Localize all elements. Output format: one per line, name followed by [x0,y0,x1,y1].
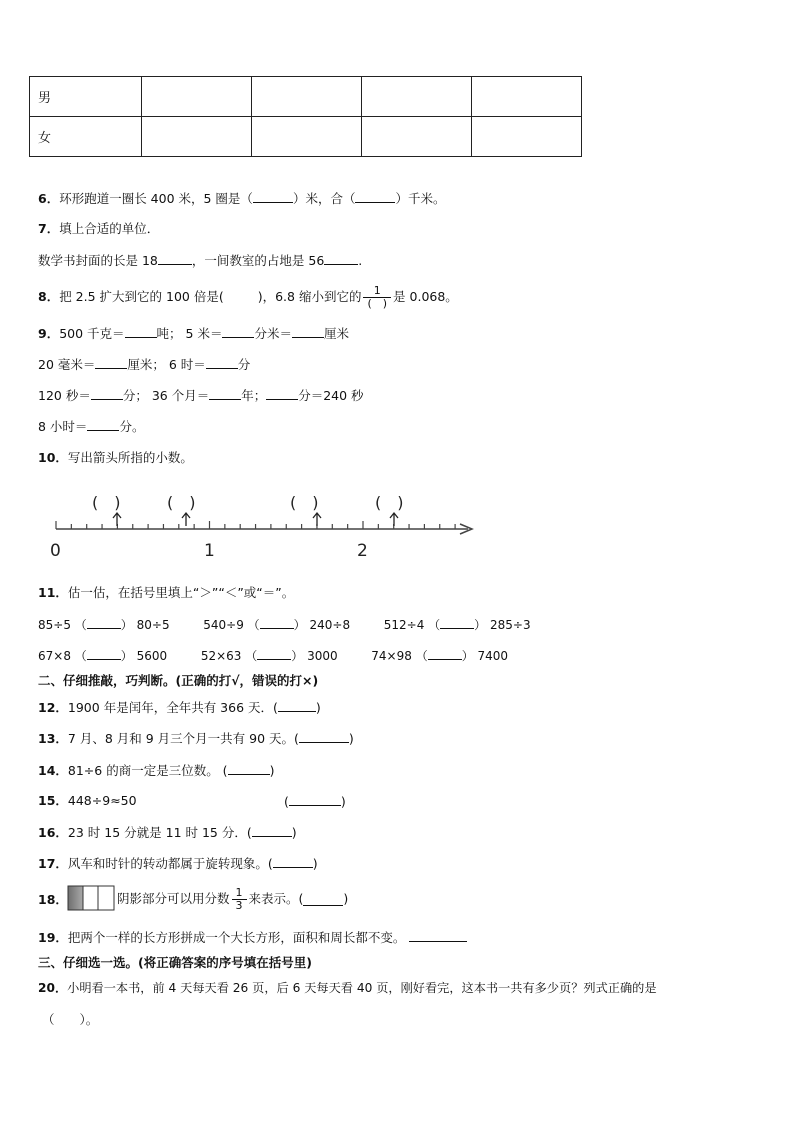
question-text: )，6.8 缩小到它的 [257,289,362,304]
expression: 7400 [477,649,509,663]
expression: 5600 [136,649,168,663]
question-text: 分； 36 个月＝ [122,388,210,403]
question-text: ) [340,794,346,809]
answer-paren[interactable]: ( ) [167,493,196,512]
answer-blank[interactable] [428,647,462,660]
up-arrow-icon [390,513,398,526]
answer-blank[interactable] [355,190,395,203]
question-7-line-2 [38,252,362,269]
question-text: ) [291,825,297,840]
answer-blank[interactable] [87,616,121,629]
answer-paren[interactable]: ( ) [375,493,404,512]
question-text: 1900 年是闰年，全年共有 366 天．( [67,700,278,715]
question-text: 吨； 5 米＝ [156,326,223,341]
question-text: ）千米。 [395,191,446,206]
table-cell [252,117,362,157]
answer-blank[interactable] [303,893,343,906]
question-9 [38,325,349,342]
answer-blank[interactable] [289,793,341,806]
answer-blank[interactable] [299,730,349,743]
answer-paren[interactable]: （ ）。 [42,1012,99,1027]
question-number: 8． [38,289,60,304]
question-9-line-2 [38,356,250,373]
table-row [30,77,582,117]
question-number: 13． [38,731,68,746]
answer-blank[interactable] [440,616,474,629]
expression: 85÷5 [38,618,71,632]
question-text: 81÷6 的商一定是三位数。 ( [67,763,228,778]
answer-paren[interactable]: ( ) [92,493,121,512]
question-11 [38,585,294,601]
question-text: ，一间教室的占地是 56 [191,253,325,268]
question-text: 环形跑道一圈长 400 米，5 圈是（ [59,191,253,206]
question-number: 15． [38,793,68,808]
fraction [232,887,247,912]
fraction [363,285,391,310]
table-cell-label: 男 [30,77,142,117]
question-6 [38,190,445,207]
question-19 [38,929,467,946]
answer-blank[interactable] [222,325,254,338]
question-number: 18． [38,892,68,907]
expression: 67×8 [38,649,71,663]
question-12 [38,699,321,716]
table-cell [142,117,252,157]
question-text: 填上合适的单位． [59,221,160,236]
answer-blank[interactable] [228,762,270,775]
question-text: ）米，合（ [292,191,356,206]
up-arrow-icon [113,513,121,526]
question-10 [38,450,193,466]
question-17 [38,855,318,872]
shaded-rectangle-figure [67,885,115,911]
question-text: 分米＝ [254,326,292,341]
answer-blank[interactable] [87,647,121,660]
question-16 [38,824,297,841]
question-text: 分 [237,357,251,372]
answer-blank[interactable] [324,252,358,265]
question-text: 8 小时＝ [38,419,88,434]
table-cell [252,77,362,117]
expression: 512÷4 [383,618,425,632]
question-text: 风车和时针的转动都属于旋转现象。( [67,856,273,871]
section-2-heading: 二、仔细推敲，巧判断。(正确的打√，错误的打×) [38,673,319,688]
answer-blank[interactable] [252,824,292,837]
question-15 [38,793,137,809]
answer-blank[interactable] [278,699,316,712]
question-text: 7 月、8 月和 9 月三个月一共有 90 天。( [67,731,299,746]
up-arrow-icon [182,513,190,526]
question-text: 20 毫米＝ [38,357,96,372]
question-8 [38,280,458,314]
question-text: 阴影部分可以用分数 [117,891,230,906]
question-number: 9． [38,326,60,341]
unshaded-part [83,886,98,910]
question-11-row-2: 67×8 （ ） 5600 52×63 （ ） 3000 74×98 （ ） 7400 [38,649,509,663]
answer-blank[interactable] [292,325,324,338]
answer-blank[interactable] [409,929,467,942]
question-text: 120 秒＝ [38,388,91,403]
question-text: 把 2.5 扩大到它的 100 倍是( [59,289,224,304]
fraction-numerator: 1 [232,887,247,900]
table-cell [472,117,582,157]
question-9-line-3 [38,387,364,404]
question-text: ) [348,731,354,746]
answer-blank[interactable] [95,356,127,369]
question-text: 小明看一本书，前 4 天每天看 26 页，后 6 天每天看 40 页，刚好看完，这本书一共有多少页？列式正确的是 [67,981,657,995]
question-number: 19． [38,930,68,945]
question-text: 23 时 15 分就是 11 时 15 分．( [67,825,252,840]
question-text: 来表示。( [248,891,304,906]
question-text: 年； [241,388,267,403]
question-text: ( [284,794,289,809]
question-text: 写出箭头所指的小数。 [67,450,193,465]
number-line-label-2: 2 [357,541,368,561]
answer-blank[interactable] [266,387,298,400]
question-text: ) [343,891,349,906]
question-text: 448÷9≈50 [67,793,137,808]
question-11-row-1: 85÷5 （ ） 80÷5 540÷9 （ ） 240÷8 512÷4 （ ） 285÷3 [38,618,531,632]
answer-blank[interactable] [158,252,192,265]
question-text: 500 千克＝ [59,326,125,341]
question-7 [38,221,159,237]
number-line-ticks [56,521,455,529]
answer-blank[interactable] [257,647,291,660]
question-text: 数学书封面的长是 18 [38,253,158,268]
question-number: 10． [38,450,68,465]
question-number: 14． [38,763,68,778]
table-row [30,117,582,157]
fraction-denominator[interactable]: ( ) [367,296,388,310]
number-line [48,486,488,566]
table-cell [362,117,472,157]
question-13 [38,730,354,747]
number-line-label-1: 1 [204,541,215,561]
question-15-answer [284,793,346,810]
question-20 [38,980,657,996]
answer-blank[interactable] [125,325,157,338]
question-number: 11． [38,585,68,600]
gender-table [29,76,582,157]
question-number: 7． [38,221,60,236]
expression: 52×63 [200,649,242,663]
question-text: . [358,253,363,268]
answer-blank[interactable] [206,356,238,369]
question-text: 把两个一样的长方形拼成一个大长方形，面积和周长都不变。 [67,930,406,945]
answer-blank[interactable] [209,387,241,400]
question-9-line-4 [38,418,144,435]
question-number: 12． [38,700,68,715]
answer-blank[interactable] [260,616,294,629]
question-18-number [38,892,68,908]
question-text: ) [269,763,275,778]
question-text: 是 0.068。 [393,289,458,304]
expression: 80÷5 [136,618,170,632]
question-text: 分＝240 秒 [298,388,364,403]
answer-blank[interactable] [273,855,313,868]
table-cell [142,77,252,117]
answer-paren[interactable]: ( ) [290,493,319,512]
fraction-denominator: 3 [235,898,243,912]
fraction-numerator: 1 [363,285,391,298]
up-arrow-icon [313,513,321,526]
question-number: 17． [38,856,68,871]
shaded-part [68,886,83,910]
question-text: 厘米； 6 时＝ [127,357,206,372]
expression: 240÷8 [309,618,351,632]
table-cell-label: 女 [30,117,142,157]
table-cell [362,77,472,117]
table-cell [472,77,582,117]
question-text: 厘米 [323,326,349,341]
answer-blank[interactable] [87,418,119,431]
question-18 [117,882,348,916]
question-text: 分。 [119,419,145,434]
expression: 540÷9 [203,618,244,632]
number-line-label-0: 0 [50,541,61,561]
expression: 74×98 [371,649,412,663]
section-3-heading: 三、仔细选一选。(将正确答案的序号填在括号里) [38,955,312,970]
question-number: 6． [38,191,60,206]
question-14 [38,762,274,779]
question-number: 20． [38,981,68,995]
question-text: ) [315,700,321,715]
answer-blank[interactable] [253,190,293,203]
question-number: 16． [38,825,68,840]
question-text: 估一估，在括号里填上“＞”“＜”或“＝”。 [67,585,295,600]
unshaded-part [98,886,114,910]
answer-blank[interactable] [91,387,123,400]
question-text: ) [312,856,318,871]
expression: 3000 [307,649,338,663]
expression: 285÷3 [490,618,531,632]
